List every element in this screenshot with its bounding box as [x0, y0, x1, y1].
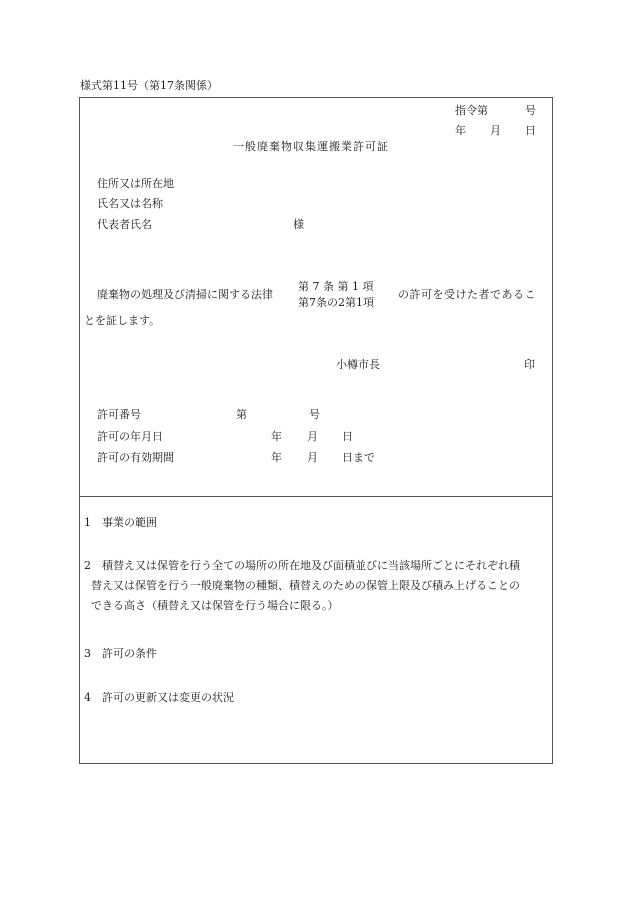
permit-number-label: 許可番号: [97, 408, 141, 421]
address-label: 住所又は所在地: [97, 177, 174, 190]
article-line-2: 第7条の2第1項: [298, 296, 374, 309]
permit-sentence: の許可を受けた者であるこ: [398, 288, 536, 301]
mayor: 小樽市長: [336, 358, 380, 371]
item-storage-line-1: 2 積替え又は保管を行う全ての場所の所在地及び面積並びに当該場所ごとにそれぞれ積: [84, 559, 520, 572]
issue-year: 年: [455, 124, 466, 137]
item-storage-line-2: 替え又は保管を行う一般廃棄物の種類、積替えのための保管上限及び積み上げることの: [91, 579, 520, 592]
item-storage-line-3: できる高さ（積替え又は保管を行う場合に限る。）: [91, 599, 339, 612]
permit-date-label: 許可の年月日: [97, 430, 163, 443]
directive-prefix: 指令第: [455, 104, 488, 117]
permit-date-day: 日: [342, 430, 353, 443]
form-number: 様式第11号（第17条関係）: [80, 79, 218, 92]
permit-date-month: 月: [307, 430, 318, 443]
honorific: 様: [293, 218, 304, 231]
section-divider: [79, 496, 553, 497]
article-line-1: 第 7 条 第 1 項: [298, 280, 374, 293]
permit-number-suffix: 号: [309, 408, 320, 421]
item-permit-conditions: 3 許可の条件: [84, 647, 157, 660]
certificate-title: 一般廃棄物収集運搬業許可証: [233, 140, 389, 153]
law-name: 廃棄物の処理及び清掃に関する法律: [97, 288, 273, 301]
issue-day: 日: [525, 124, 536, 137]
seal-mark: 印: [524, 358, 535, 371]
validity-until: 日まで: [342, 451, 375, 464]
validity-year: 年: [271, 451, 282, 464]
directive-suffix: 号: [525, 104, 536, 117]
permit-number-prefix: 第: [236, 408, 247, 421]
representative-label: 代表者氏名: [97, 218, 152, 231]
item-business-scope: 1 事業の範囲: [84, 516, 157, 529]
permit-date-year: 年: [271, 430, 282, 443]
permit-sentence-continued: とを証します。: [84, 314, 161, 327]
name-label: 氏名又は名称: [97, 197, 163, 210]
validity-month: 月: [307, 451, 318, 464]
issue-month: 月: [490, 124, 501, 137]
validity-label: 許可の有効期間: [97, 451, 174, 464]
item-renewal-status: 4 許可の更新又は変更の状況: [84, 691, 234, 704]
